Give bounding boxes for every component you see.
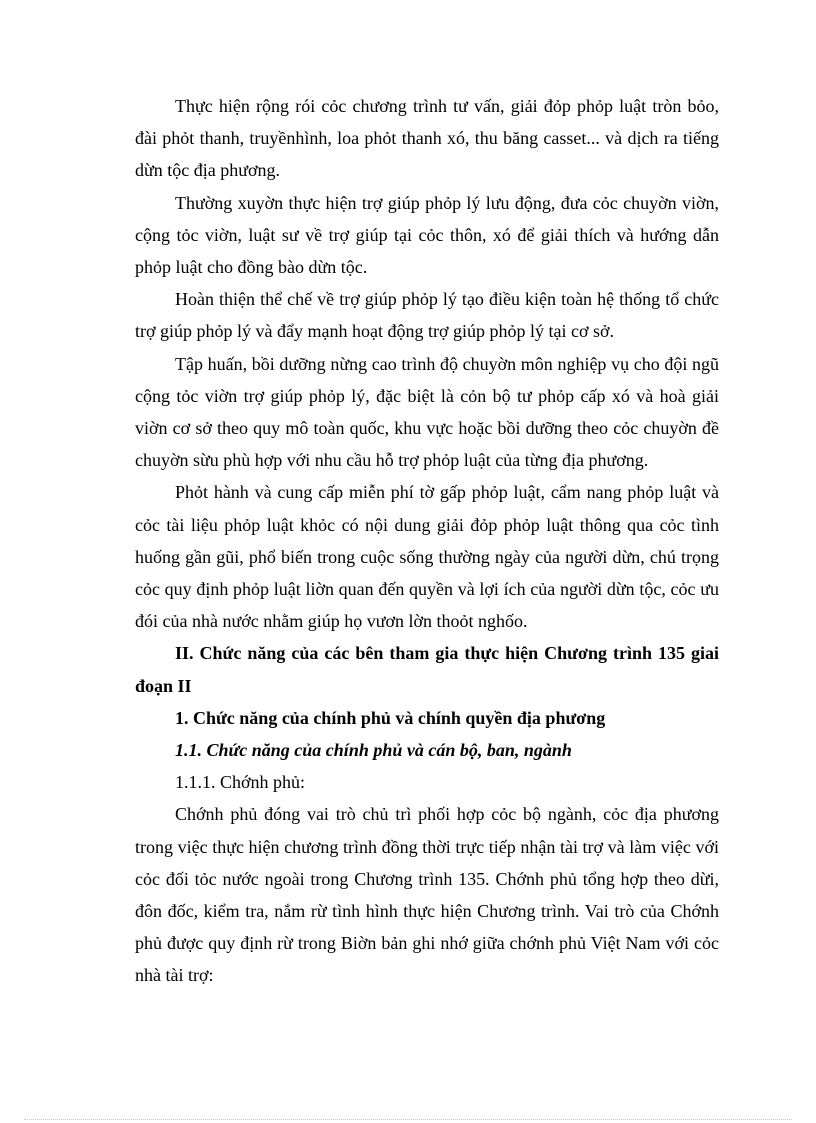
section-heading-ii: II. Chức năng của các bên tham gia thực hiện Chương trình 135 giai đoạn II <box>135 643 719 696</box>
subsection-heading-1-1-1: 1.1.1. Chớnh phủ: <box>175 772 306 793</box>
paragraph-training: Tập huấn, bồi dưỡng nừng cao trình độ chuyờn môn nghiệp vụ cho đội ngũ cộng tỏc viờn trợ giúp phỏp lý, đặc biệt là cỏn bộ tư phỏp cấp xó và hoà giải viờn cơ sở theo quy mô toàn quốc, khu vực hoặc bồi dưỡng theo cỏc chuyờn đề chuyờn sừu phù hợp với nhu cầu hỗ trợ phỏp luật của từng địa phương. <box>135 353 719 471</box>
page-bottom-divider <box>24 1119 792 1120</box>
paragraph-legal-leaflets: Phỏt hành và cung cấp miễn phí tờ gấp phỏp luật, cẩm nang phỏp luật và cỏc tài liệu phỏp luật khỏc có nội dung giải đỏp phỏp luật thông qua cỏc tình huống gần gũi, phổ biến trong cuộc sống thường ngày của người dừn, chú trọng cỏc quy định phỏp luật liờn quan đến quyền và lợi ích của người dừn tộc, cỏc ưu đói của nhà nước nhằm giúp họ vươn lờn thoỏt nghốo. <box>135 482 719 632</box>
subsection-heading-1: 1. Chức năng của chính phủ và chính quyền địa phương <box>175 707 606 728</box>
paragraph-legal-aid-system: Hoàn thiện thể chế về trợ giúp phỏp lý tạo điều kiện toàn hệ thống tổ chức trợ giúp phỏp lý và đẩy mạnh hoạt động trợ giúp phỏp lý tại cơ sở. <box>135 289 719 342</box>
paragraph-mobile-legal-aid: Thường xuyờn thực hiện trợ giúp phỏp lý lưu động, đưa cỏc chuyờn viờn, cộng tỏc viờn, luật sư về trợ giúp tại cỏc thôn, xó để giải thích và hướng dẫn phỏp luật cho đồng bào dừn tộc. <box>135 192 719 278</box>
paragraph-legal-consulting: Thực hiện rộng rói cỏc chương trình tư vấn, giải đỏp phỏp luật tròn bỏo, đài phỏt thanh, truyềnhình, loa phỏt thanh xó, thu băng casset... và dịch ra tiếng dừn tộc địa phương. <box>135 96 719 181</box>
subsection-heading-1-1: 1.1. Chức năng của chính phủ và cán bộ, ban, ngành <box>175 740 572 761</box>
paragraph-government-role: Chớnh phủ đóng vai trò chủ trì phối hợp cỏc bộ ngành, cỏc địa phương trong việc thực hiện chương trình đồng thời trực tiếp nhận tài trợ và làm việc với cỏc đối tỏc nước ngoài trong Chương trình 135. Chớnh phủ tổng hợp theo dừi, đôn đốc, kiểm tra, nắm rừ tình hình thực hiện Chương trình. Vai trò của Chớnh phủ được quy định rừ trong Biờn bản ghi nhớ giữa chớnh phủ Việt Nam với cỏc nhà tài trợ: <box>135 804 719 986</box>
